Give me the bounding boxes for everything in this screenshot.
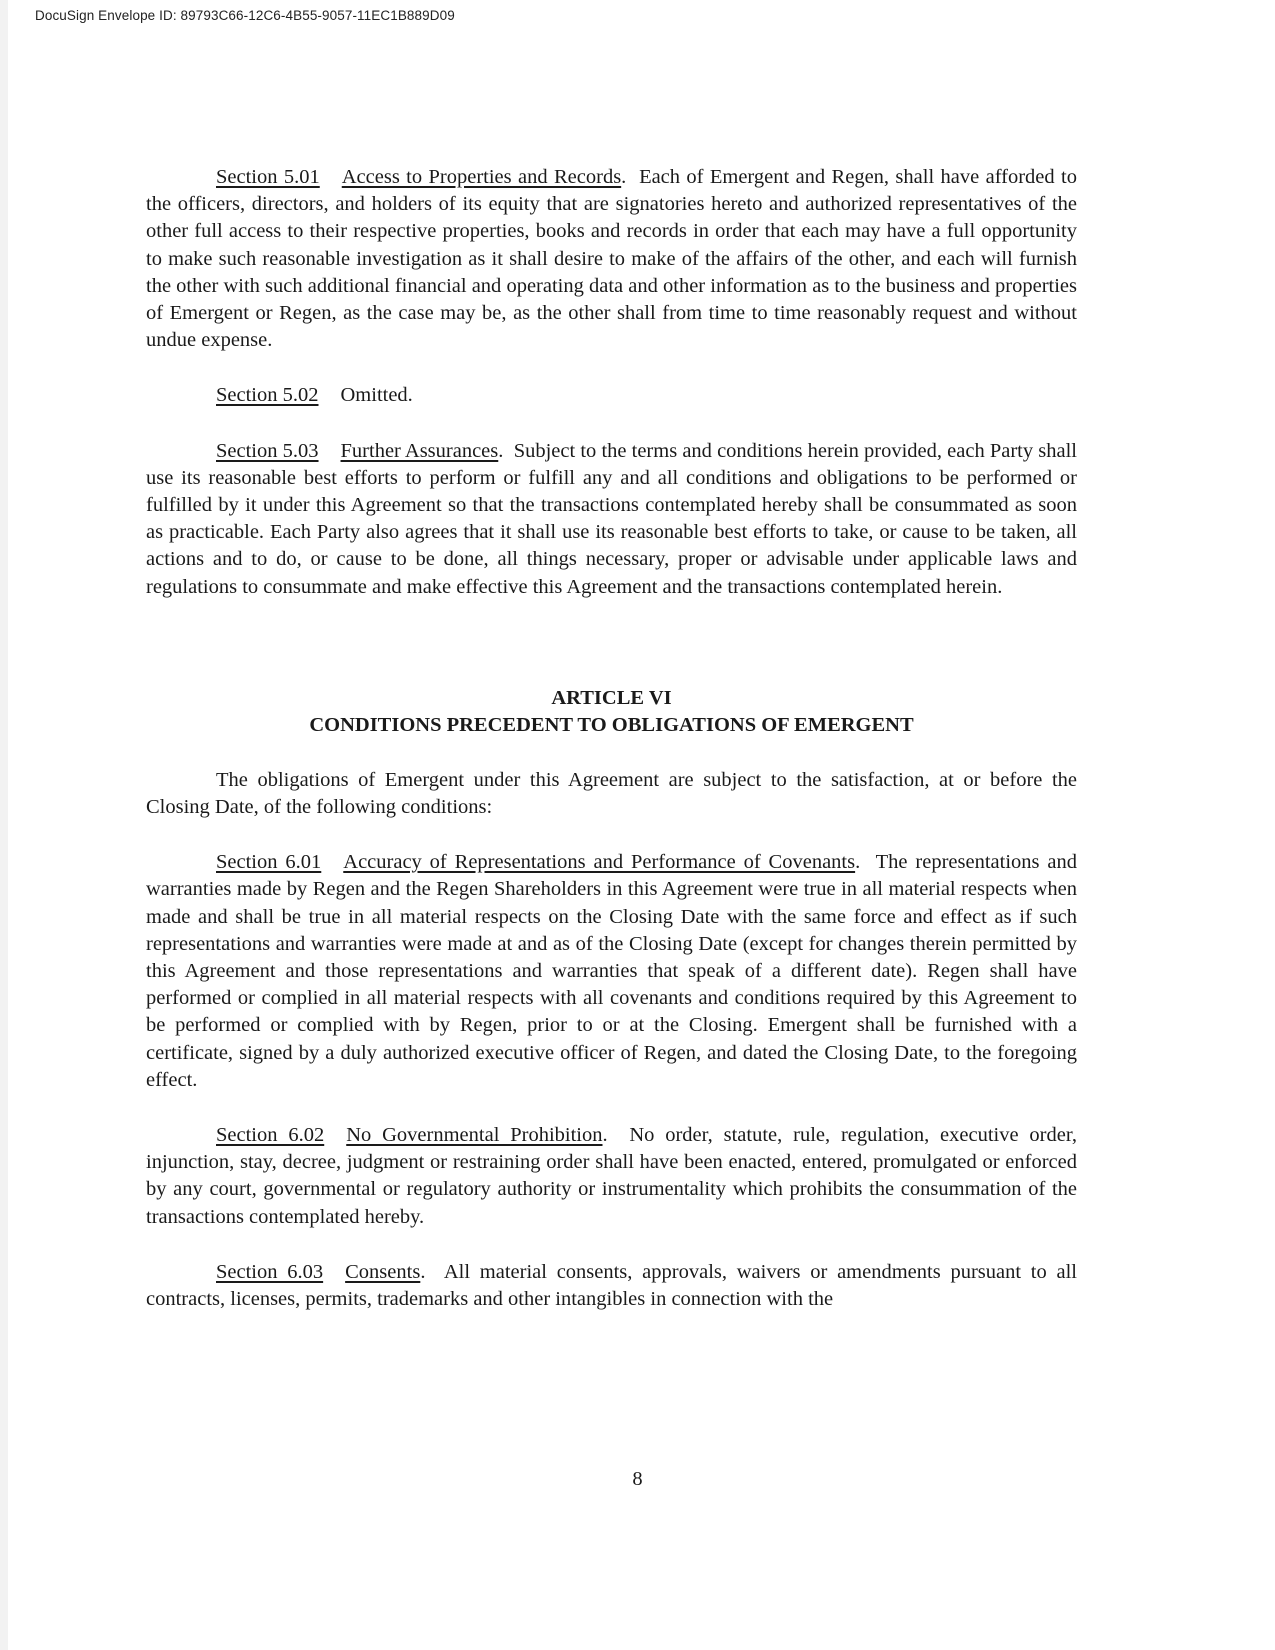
section-body: Each of Emergent and Regen, shall have afforded to the officers, directors, and holders of its equity that are signatories hereto and authorized representatives of the other full access to their respective properties, books and records in order that each may have a full opportunity to make such reasonable investigation as it shall desire to make of the affairs of the other, and each will furnish the other with such additional financial and operating data and other information as to the business and properties of Emergent or Regen, as the case may be, as the other shall from time to time reasonably request and without undue expense.: [146, 166, 1077, 352]
section-body: No order, statute, rule, regulation, executive order, injunction, stay, decree, judgment or restraining order shall have been enacted, entered, promulgated or enforced by any court, governmental or regulatory authority or instrumentality which prohibits the consummation of the transactions contemplated hereby.: [146, 1124, 1077, 1228]
section-6-01: Section 6.01 Accuracy of Representations and Performance of Covenants. The representations and warranties made by Regen and the Regen Shareholders in this Agreement were true in all material respects when made and shall be true in all material respects on the Closing Date with the same force and effect as if such representations and warranties were made at and as of the Closing Date (except for changes therein permitted by this Agreement and those representations and warranties that speak of a different date). Regen shall have performed or complied in all material respects with all covenants and conditions required by this Agreement to be performed or complied with by Regen, prior to or at the Closing. Emergent shall be furnished with a certificate, signed by a duly authorized executive officer of Regen, and dated the Closing Date, to the foregoing effect.: [146, 851, 1078, 1091]
section-5-03: Section 5.03 Further Assurances. Subject to the terms and conditions herein provided, each Party shall use its reasonable best efforts to perform or fulfill any and all conditions and obligations to be performed or fulfilled by it under this Agreement so that the transactions contemplated hereby shall be consummated as soon as practicable. Each Party also agrees that it shall use its reasonable best efforts to take, or cause to be taken, all actions and to do, or cause to be done, all things necessary, proper or advisable under applicable laws and regulations to consummate and make effective this Agreement and the transactions contemplated herein.: [146, 439, 1077, 598]
section-number: Section 5.03: [216, 439, 319, 462]
section-title: Consents: [345, 1260, 421, 1283]
section-number: Section 5.01: [216, 166, 320, 188]
article-title: CONDITIONS PRECEDENT TO OBLIGATIONS OF EMERGENT: [309, 713, 914, 736]
section-number: Section 6.02: [216, 1124, 325, 1147]
section-title: Access to Properties and Records: [341, 166, 622, 188]
section-body: Omitted.: [340, 384, 413, 407]
section-title: Accuracy of Representations and Performance of Covenants: [343, 851, 856, 874]
section-6-03: Section 6.03 Consents. All material consents, approvals, waivers or amendments pursuant to all contracts, licenses, permits, trademarks and other intangibles in connection with the: [146, 1260, 1077, 1311]
section-5-01: Section 5.01 Access to Properties and Records. Each of Emergent and Regen, shall have afforded to the officers, directors, and holders of its equity that are signatories hereto and authorized representatives of the other full access to their respective properties, books and records in order that each may have a full opportunity to make such reasonable investigation as it shall desire to make of the affairs of the other, and each will furnish the other with such additional financial and operating data and other information as to the business and properties of Emergent or Regen, as the case may be, as the other shall from time to time reasonably request and without undue expense.: [146, 166, 1077, 352]
document-body: [146, 164, 1077, 1313]
section-body: Subject to the terms and conditions herein provided, each Party shall use its reasonable best efforts to perform or fulfill any and all conditions and obligations to be performed or fulfilled by it under this Agreement so that the transactions contemplated hereby shall be consummated as soon as practicable. Each Party also agrees that it shall use its reasonable best efforts to take, or cause to be taken, all actions and to do, or cause to be done, all things necessary, proper or advisable under applicable laws and regulations to consummate and make effective this Agreement and the transactions contemplated herein.: [146, 439, 1077, 598]
section-number: Section 5.02: [216, 384, 319, 407]
section-number: Section 6.03: [216, 1260, 324, 1283]
section-title: Further Assurances: [340, 439, 499, 462]
section-body: The representations and warranties made by Regen and the Regen Shareholders in this Agreement were true in all material respects when made and shall be true in all material respects on the Closing Date with the same force and effect as if such representations and warranties were made at and as of the Closing Date (except for changes therein permitted by this Agreement and those representations and warranties that speak of a different date). Regen shall have performed or complied in all material respects with all covenants and conditions required by this Agreement to be performed or complied with by Regen, prior to or at the Closing. Emergent shall be furnished with a certificate, signed by a duly authorized executive officer of Regen, and dated the Closing Date, to the foregoing effect.: [146, 851, 1078, 1091]
section-body: All material consents, approvals, waivers or amendments pursuant to all contracts, licenses, permits, trademarks and other intangibles in connection with the: [146, 1260, 1077, 1311]
docusign-envelope-id: DocuSign Envelope ID: 89793C66-12C6-4B55-9057-11EC1B889D09: [35, 8, 455, 23]
section-5-02: [146, 382, 1077, 409]
scan-edge: [0, 0, 8, 1650]
article-number: ARTICLE VI: [551, 686, 672, 709]
section-title: No Governmental Prohibition: [346, 1124, 603, 1147]
page-number: 8: [632, 1468, 643, 1490]
section-6-02: Section 6.02 No Governmental Prohibition. No order, statute, rule, regulation, executive order, injunction, stay, decree, judgment or restraining order shall have been enacted, entered, promulgated or enforced by any court, governmental or regulatory authority or instrumentality which prohibits the consummation of the transactions contemplated hereby.: [146, 1124, 1077, 1228]
article-intro: The obligations of Emergent under this Agreement are subject to the satisfaction, at or before the Closing Date, of the following conditions:: [146, 768, 1077, 819]
section-number: Section 6.01: [216, 851, 322, 874]
